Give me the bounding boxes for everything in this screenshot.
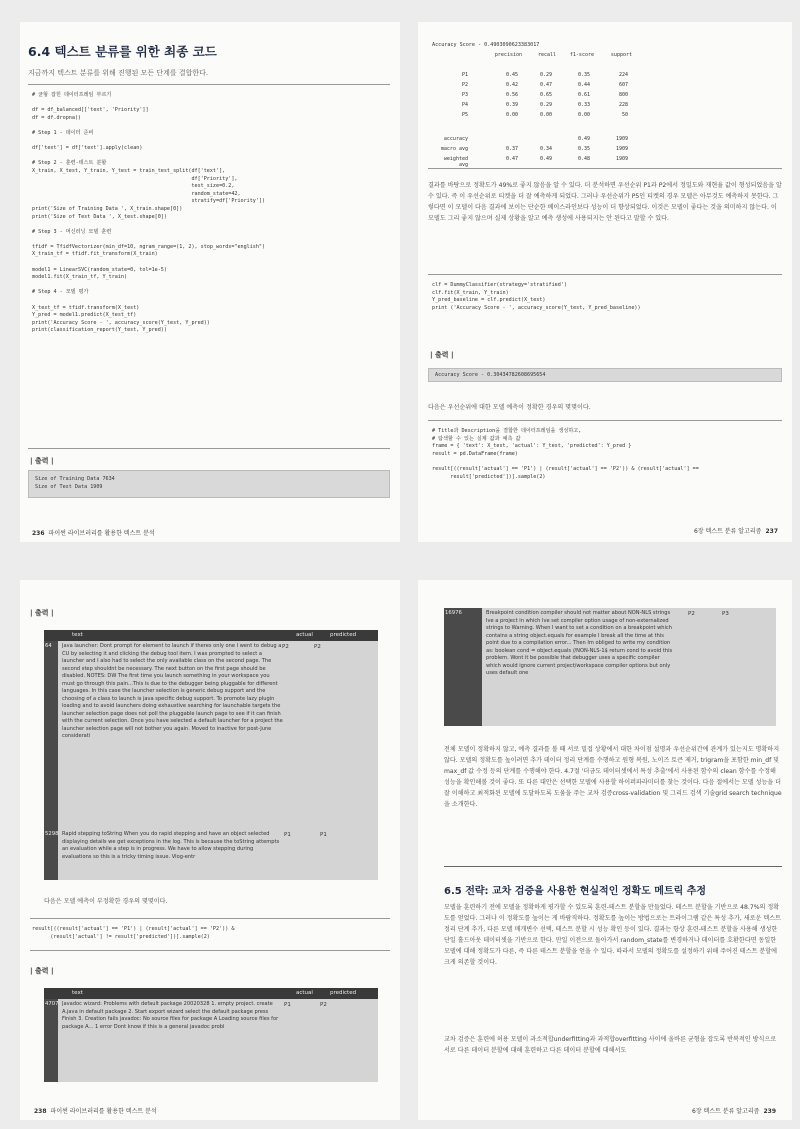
- page-footer: [28, 528, 155, 537]
- prediction-table: [444, 608, 776, 726]
- col-actual: actual: [296, 990, 313, 996]
- page-number: 239: [763, 1108, 776, 1115]
- row-text: Javadoc wizard: Problems with default package 20020328 1. empty project. create A.java in default package 2. Start export wizard select the default package press Finish 3. Creation fails javadoc: No source files for package A Loading source files for package A... 1 error Dont know if this is a general javadoc probl: [62, 1001, 279, 1030]
- page-237: [418, 22, 792, 542]
- report-support: 1909: [615, 156, 628, 162]
- row-actual: P2: [282, 644, 289, 650]
- row-text: Java launcher: Dont prompt for element to launch if theres only one I went to debug a CU by selecting it and clicking the debug tool item. I was prompted to select a launcher and I also had to select the only available class on the second page. The second step shouldnt be necessary. The next button on the first page should be disabled. NOTES: DW The first time you launch something in your workspace you must go through this pain...This is due to the debugger being pluggable for different languages. In this case the launcher selection is generic debug support and the choosing of a class to launch is java specific debug support. To promote lazy plugin loading and to avoid launchers doing exhaustive searching for launchable targets the launcher selection page does not poll the pluggable launch page to see if it can finish with the current selection. Once you have selected a default launcher for a project the launcher selection page will not bother you again. Moved to inactive for post-June considerati: [62, 643, 283, 739]
- report-recall: 0.00: [539, 112, 552, 118]
- row-index: 4707: [44, 999, 58, 1082]
- report-precision: 0.00: [505, 112, 518, 118]
- report-col: recall: [537, 52, 556, 58]
- report-precision: 0.45: [505, 72, 518, 78]
- report-support: 1909: [615, 136, 628, 142]
- report-recall: 0.49: [539, 156, 552, 162]
- intro-text: 지금까지 텍스트 분류를 위해 진행된 모든 단계를 결합한다.: [28, 69, 209, 77]
- divider: [428, 274, 782, 275]
- report-recall: 0.47: [539, 82, 552, 88]
- table-header: [44, 988, 378, 999]
- report-row: [432, 92, 632, 100]
- report-recall: 0.65: [539, 92, 552, 98]
- report-precision: 0.47: [505, 156, 518, 162]
- report-recall: 0.29: [539, 102, 552, 108]
- page-number: 237: [765, 528, 778, 535]
- code-block: # Title과 Description을 결합한 데이터프레임을 생성하고, # 탐색할 수 있는 실제 값과 예측 값 frame = { 'text': X_test, 'actual': Y_test, 'predicted': Y_pred } result = pd.DataFrame(frame) result[((result['actual'] == 'P1') | (result['actual'] == 'P2')) & (result['actual'] == result['predicted'])].sample(2): [432, 428, 699, 480]
- report-support: 607: [618, 82, 628, 88]
- output-label: | 출력 |: [430, 351, 454, 359]
- report-header: [432, 52, 632, 60]
- footer-text: 파이썬 라이브러리를 활용한 텍스트 분석: [50, 1108, 157, 1115]
- row-predicted: P2: [314, 644, 321, 650]
- col-text: text: [72, 990, 83, 996]
- code-block: result[((result['actual'] == 'P1') | (result['actual'] == 'P2')) & (result['actual'] != result['predicted'])].sample(2): [32, 926, 235, 940]
- output-label: | 출력 |: [30, 967, 54, 975]
- output-text: Size of Training Data 7634 Size of Test Data 1909: [35, 476, 115, 490]
- report-support: 224: [618, 72, 628, 78]
- table-header: [44, 630, 378, 641]
- row-index: 5298: [44, 829, 58, 880]
- report-label: P5: [461, 112, 468, 118]
- report-support: 50: [621, 112, 628, 118]
- report-row: [432, 82, 632, 90]
- report-col: precision: [494, 52, 522, 58]
- divider: [30, 918, 390, 919]
- col-predicted: predicted: [330, 632, 357, 638]
- report-support: 1909: [615, 146, 628, 152]
- row-actual: P1: [284, 832, 291, 838]
- prediction-table: [44, 988, 378, 1082]
- report-label: P2: [461, 82, 468, 88]
- page-title: 6.4 텍스트 분류를 위한 최종 코드: [28, 44, 217, 59]
- classification-report: [432, 52, 632, 182]
- page-239: [418, 580, 792, 1120]
- row-actual: P1: [284, 1002, 291, 1008]
- report-f1: 0.00: [577, 112, 590, 118]
- output-text: Accuracy Score - 0.30434782608695654: [435, 372, 546, 378]
- paragraph: 다음은 우선순위에 대한 모델 예측이 정확한 경우의 몇몇이다.: [428, 404, 591, 411]
- divider: [30, 950, 390, 951]
- report-row: [432, 72, 632, 80]
- report-label: P1: [461, 72, 468, 78]
- report-row: [432, 156, 632, 168]
- row-predicted: P2: [320, 1002, 327, 1008]
- report-f1: 0.33: [577, 102, 590, 108]
- output-label: | 출력 |: [30, 457, 54, 465]
- report-label: P4: [461, 102, 468, 108]
- row-text: Rapid stepping toString When you do rapid stepping and have an object selected displaying details we get exceptions in the log. This is because the toString attempts an evaluation while a step is in progress. We have to allow stepping during evaluations so this is a tricky timing issue. Vlog-entr: [62, 831, 280, 860]
- section-divider: [444, 866, 782, 867]
- row-text: Breakpoint condition compiler should not matter about NON-NLS strings Ive a project in which Ive set compiler option usage of non-externalized strings to Warning. When I want to set a condition on a breakpoint which contains a string object.equals for example I break all the time at this point due to a compilation error... Then Im obliged to write my condition as: boolean cond = object.equals //NON-NLS-1$ return cond to avoid this problem. Wont it be possible that debugger uses a specific compiler which would ignore current project/workspace compiler options but only uses default one: [486, 610, 673, 676]
- row-predicted: P1: [320, 832, 327, 838]
- report-f1: 0.61: [577, 92, 590, 98]
- report-precision: 0.39: [505, 102, 518, 108]
- code-block: clf = DummyClassifier(strategy='stratified') clf.fit(X_train, Y_train) Y_pred_baseline = clf.predict(X_test) print ('Accuracy Score - ', accuracy_score(Y_test, Y_pred_baseline)): [432, 282, 641, 311]
- report-f1: 0.35: [577, 72, 590, 78]
- report-label: accuracy: [443, 136, 468, 142]
- paragraph: 교차 검증은 훈련에 허용 모델이 과소적합underfitting과 과적합overfitting 사이에 올바른 균형을 잡도록 반복적인 방식으로 서로 다른 데이터 분할에 대해 훈련하고 다른 데이터 분할에 대해서도: [444, 1036, 777, 1054]
- col-predicted: predicted: [330, 990, 357, 996]
- report-label: macro avg: [440, 146, 468, 152]
- page-footer: [692, 1106, 780, 1115]
- prediction-table: [44, 630, 378, 880]
- report-col: f1-score: [569, 52, 594, 58]
- row-actual: P2: [688, 611, 695, 617]
- report-f1: 0.44: [577, 82, 590, 88]
- page-number: 236: [32, 530, 45, 537]
- report-support: 800: [618, 92, 628, 98]
- report-label: P3: [461, 92, 468, 98]
- report-support: 228: [618, 102, 628, 108]
- output-label: | 출력 |: [30, 609, 54, 617]
- page-footer: [30, 1106, 157, 1115]
- report-row: [432, 112, 632, 120]
- page-number: 238: [34, 1108, 47, 1115]
- page-238: [20, 580, 400, 1120]
- output-box: [28, 470, 390, 498]
- report-row: [432, 102, 632, 110]
- report-col: support: [610, 52, 632, 58]
- col-actual: actual: [296, 632, 313, 638]
- row-index: 16976: [444, 608, 482, 726]
- paragraph: 전체 모델이 정확하지 않고, 예측 결과를 볼 때 서로 밀접 상황에서 대한 차이점 설명과 우선순위간에 관계가 있는지도 명확하지 않다. 모델의 정확도를 높이려면 추가 데이터 정리 단계를 수행하고 원형 복원, 노이즈 토큰 제거, trigram을 포함한 min_df 및 max_df 값 수정 등의 단계를 수행해야 한다. 4.7절 '더금도 데이터셋에서 특성 추출'에서 사용된 함수의 clean 함수를 수정해 성능을 확인해볼 것이 좋다. 또 다른 대안은 선택한 모델에 사용할 하이퍼파라미터를 찾는 것이다. 다음 절에서는 모델 성능을 더 잘 이해하고 최적화된 모델에 도달하도록 도움을 주는 교차 검증cross-validation 및 그리드 검색 기술grid search technique을 소개한다.: [444, 746, 782, 808]
- report-precision: 0.37: [505, 146, 518, 152]
- report-f1: 0.49: [577, 136, 590, 142]
- accuracy-output: Accuracy Score - 0.4903090623383017: [432, 42, 540, 48]
- report-row: [432, 146, 632, 154]
- report-precision: 0.42: [505, 82, 518, 88]
- output-box: [428, 368, 782, 382]
- divider: [428, 420, 782, 421]
- code-block: # 균형 잡힌 데이터프레임 부르기 df = df_balanced[['text', 'Priority']] df = df.dropna() # Step 1 - 데이터 준비 df['text'] = df['text'].apply(clean) # Step 2 - 훈련-테스트 분할 X_train, X_test, Y_train, Y_test = train_test_split(df['text'], df['Priority'], test_size=0.2, random_state=42, stratify=df['Priority']) print('Size of Training Data ', X_train.shape[0]) print('Size of Test Data ', X_test.shape[0]) # Step 3 - 머신러닝 모델 훈련 tfidf = TfidfVectorizer(min_df=10, ngram_range=(1, 2), stop_words="english") X_train_tf = tfidf.fit_transform(X_train) model1 = LinearSVC(random_state=0, tol=1e-5) model1.fit(X_train_tf, Y_train) # Step 4 - 모델 평가 X_test_tf = tfidf.transform(X_test) Y_pred = model1.predict(X_test_tf) print('Accuracy Score - ', accuracy_score(Y_test, Y_pred)) print(classification_report(Y_test, Y_pred)): [32, 92, 266, 334]
- divider: [428, 168, 782, 169]
- section-heading: 6.5 전략: 교차 검증을 사용한 현실적인 정확도 메트릭 추정: [444, 886, 707, 897]
- footer-text: 6장 텍스트 분류 알고리즘: [693, 528, 762, 535]
- paragraph: 모델을 훈련하기 전에 모델을 정확하게 평가할 수 있도록 훈련-테스트 분할을 만들었다. 테스트 분할을 기반으로 48.7%의 정확도를 얻었다. 그러나 이 정확도를 높이는 게 바람직하다. 정확도를 높이는 방법으로는 트라이그램 같은 특성 추가, 새로운 텍스트 정리 단계 추가, 다른 모델 매개변수 선택, 테스트 분할 시 성능 확인 등이 있다. 결과는 항상 훈련-테스트 분할을 사용해 생성한 단일 홀드아웃 데이터셋을 기반으로 한다. 만일 이전으로 돌아가서 random_state를 변경하거나 데이터를 호환한다면 동일한 모델에 대해 정확도가 다른, 즉 다른 테스트 분할을 얻을 수 있다. 따라서 모델의 정확도를 설정하기 위해 주어진 테스트 분할에 크게 의존할 것이다.: [444, 904, 782, 966]
- divider: [28, 84, 390, 85]
- col-text: text: [72, 632, 83, 638]
- report-recall: 0.34: [539, 146, 552, 152]
- report-label: weighted avg: [443, 156, 468, 168]
- report-recall: 0.29: [539, 72, 552, 78]
- footer-text: 6장 텍스트 분류 알고리즘: [691, 1108, 760, 1115]
- report-f1: 0.35: [577, 146, 590, 152]
- footer-text: 파이썬 라이브러리를 활용한 텍스트 분석: [48, 530, 155, 537]
- row-index: 64: [44, 641, 58, 829]
- divider: [28, 448, 390, 449]
- page-236: [20, 22, 400, 542]
- paragraph: 다음은 모델 예측이 부정확한 경우의 몇몇이다.: [44, 898, 168, 905]
- report-row: [432, 136, 632, 144]
- report-precision: 0.56: [505, 92, 518, 98]
- page-footer: [694, 526, 782, 535]
- row-predicted: P3: [722, 611, 729, 617]
- paragraph: 결과를 바탕으로 정확도가 49%로 좋지 않음을 알 수 있다. 더 분석하면 우선순위 P1과 P2에서 정밀도와 재현율 값이 형성되었음을 알 수 있다. 즉 이 우선순위로 티켓을 더 잘 예측하게 되었다. 그러나 우선순위가 P5인 티켓의 경우 모델은 아무것도 예측하지 못한다. 그렇다면 이 모델이 다음 결과에 보이는 단순한 베이스라인보다 성능이 더 향상되었다. 이것은 모델이 좋다는 것을 의미하지 않는다. 이 모델도 그리 좋지 않으며 실제 상황을 알고 예측 생성에 사용되지는 안 된다고 말할 수 있다.: [428, 182, 782, 222]
- report-f1: 0.48: [577, 156, 590, 162]
